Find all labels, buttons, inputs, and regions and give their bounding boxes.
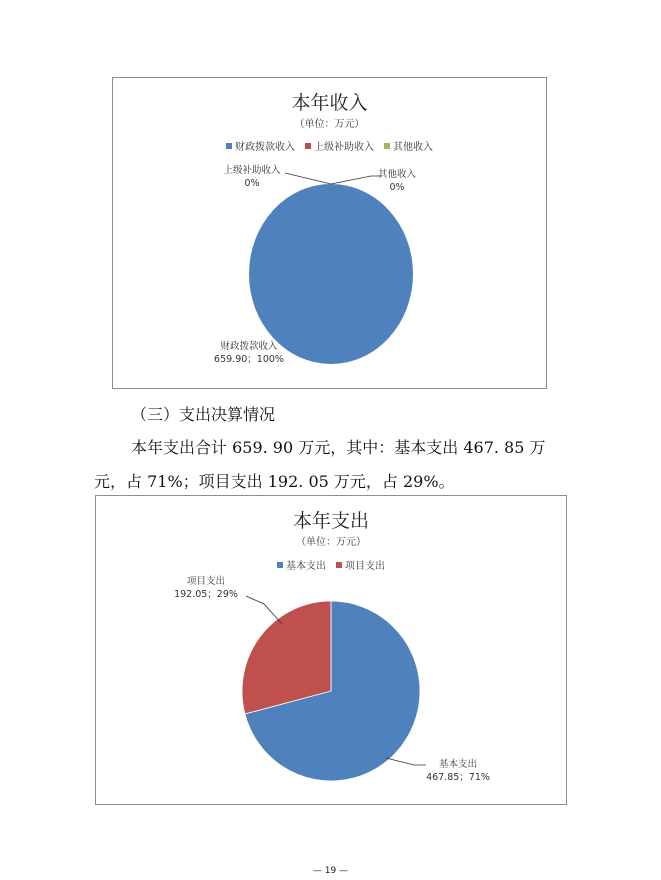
data-label: 192.05；29% xyxy=(174,589,238,600)
data-label: 0% xyxy=(389,182,405,193)
data-label: 其他收入 xyxy=(377,169,417,180)
page-number: — 19 — xyxy=(312,866,349,876)
leader-line xyxy=(285,173,331,184)
expenditure-chart xyxy=(95,495,567,805)
section-heading: （三）支出决算情况 xyxy=(131,405,276,424)
data-label: 上级补助收入 xyxy=(223,165,281,176)
legend-label: 项目支出 xyxy=(345,561,385,572)
data-label: 467.85；71% xyxy=(426,772,490,783)
chart-subtitle: （单位：万元） xyxy=(294,119,365,130)
pie-plot xyxy=(96,496,568,806)
chart-subtitle: （单位：万元） xyxy=(296,537,366,548)
chart-title: 本年支出 xyxy=(292,510,369,532)
leader-line xyxy=(386,758,426,765)
income-chart xyxy=(112,77,547,389)
data-label: 财政拨款收入 xyxy=(220,341,278,352)
leader-line xyxy=(331,176,381,184)
data-label: 659.90；100% xyxy=(214,354,284,365)
legend-label: 基本支出 xyxy=(286,561,326,572)
chart-title: 本年收入 xyxy=(291,92,368,114)
body-text-line: 本年支出合计 659. 90 万元，其中：基本支出 467. 85 万 xyxy=(131,438,546,457)
data-label: 0% xyxy=(244,178,260,189)
pie-plot xyxy=(113,78,548,390)
pie-slice xyxy=(249,184,413,364)
body-text-line: 元，占 71%；项目支出 192. 05 万元，占 29%。 xyxy=(94,472,455,491)
data-label: 基本支出 xyxy=(438,759,478,770)
legend-label: 上级补助收入 xyxy=(314,142,374,153)
legend-label: 财政拨款收入 xyxy=(235,142,295,153)
data-label: 项目支出 xyxy=(186,576,226,587)
legend-label: 其他收入 xyxy=(393,142,433,153)
